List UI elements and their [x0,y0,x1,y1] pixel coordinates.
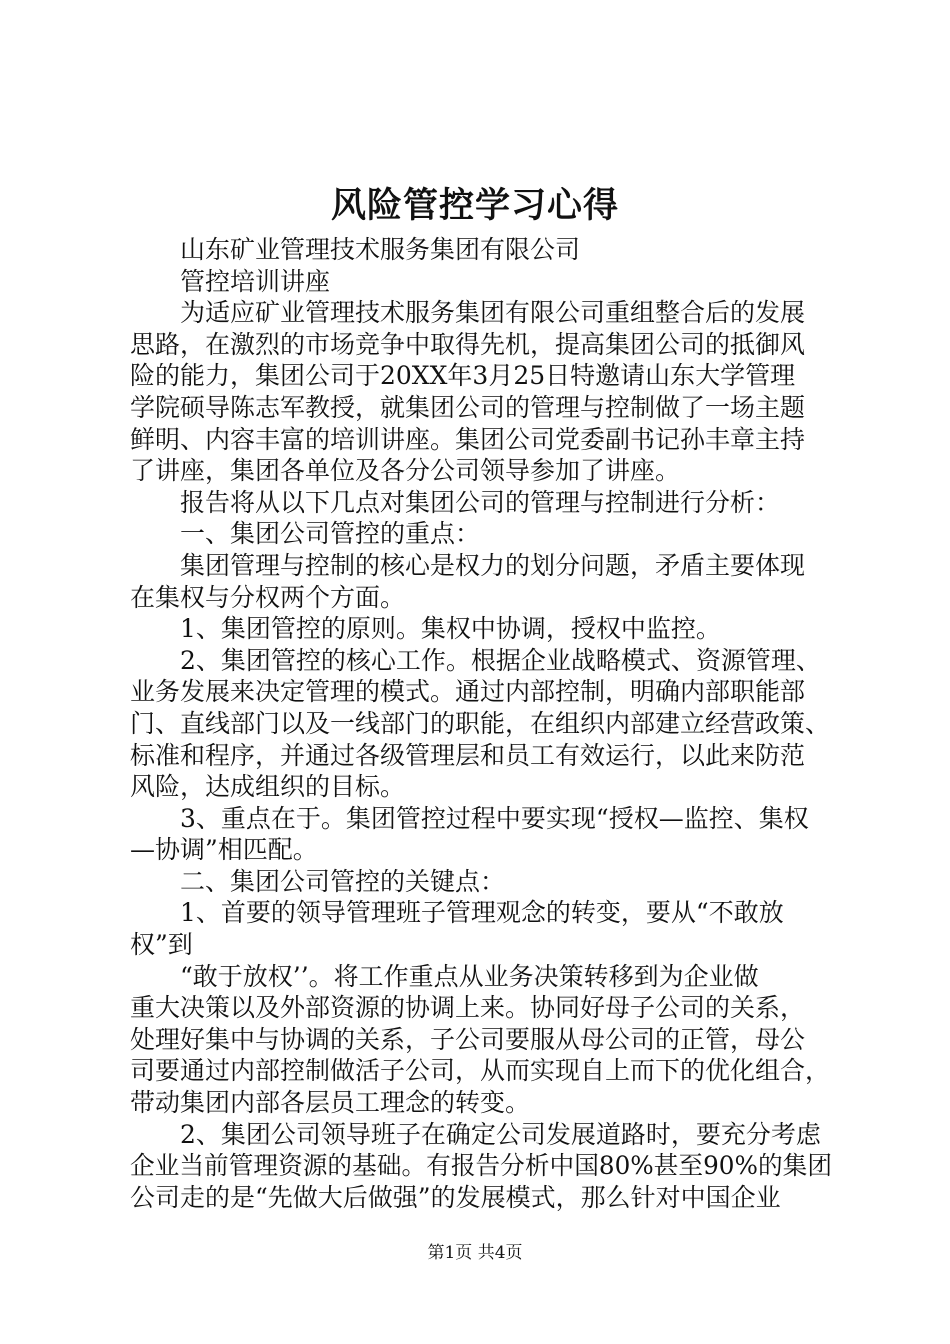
text-line: 报告将从以下几点对集团公司的管理与控制进行分析： [180,487,781,517]
text-line: 学院硕导陈志军教授，就集团公司的管理与控制做了一场主题 [130,392,806,422]
text-line: 思路，在激烈的市场竞争中取得先机，提高集团公司的抵御风 [130,329,806,359]
text-line: 1、首要的领导管理班子管理观念的转变，要从“不敢放 [180,898,784,928]
text-line: 在集权与分权两个方面。 [130,582,406,612]
text-line: 企业当前管理资源的基础。有报告分析中国80%甚至90%的集团 [130,1151,832,1181]
text-line: 了讲座，集团各单位及各分公司领导参加了讲座。 [130,456,681,486]
text-line: —协调”相匹配。 [130,835,318,865]
text-line: 标准和程序，并通过各级管理层和员工有效运行，以此来防范 [130,740,806,770]
text-line: 1、集团管控的原则。集权中协调，授权中监控。 [180,614,721,644]
text-line: 管控培训讲座 [180,266,331,296]
text-line: 鲜明、内容丰富的培训讲座。集团公司党委副书记孙丰章主持 [130,424,806,454]
text-line: 2、集团公司领导班子在确定公司发展道路时，要充分考虑 [180,1119,821,1149]
text-line: 为适应矿业管理技术服务集团有限公司重组整合后的发展 [180,298,806,328]
text-line: 风险，达成组织的目标。 [130,772,406,802]
text-line: 二、集团公司管控的关键点： [180,866,506,896]
text-line: 处理好集中与协调的关系，子公司要服从母公司的正管，母公 [130,1024,806,1054]
document-title: 风险管控学习心得 [330,185,619,226]
text-line: 门、直线部门以及一线部门的职能，在组织内部建立经营政策、 [130,708,831,738]
text-line: 集团管理与控制的核心是权力的划分问题，矛盾主要体现 [180,550,806,580]
text-line: 一、集团公司管控的重点： [180,519,481,549]
text-line: 险的能力，集团公司于20XX年3月25日特邀请山东大学管理 [130,361,796,391]
text-line: 重大决策以及外部资源的协调上来。协同好母子公司的关系， [130,993,806,1023]
text-line: 司要通过内部控制做活子公司，从而实现自上而下的优化组合， [130,1056,831,1086]
text-line: 带动集团内部各层员工理念的转变。 [130,1088,531,1118]
text-line: 3、重点在于。集团管控过程中要实现“授权—监控、集权 [180,803,809,833]
page-footer: 第1页 共4页 [427,1243,523,1263]
text-line: 业务发展来决定管理的模式。通过内部控制，明确内部职能部 [130,677,806,707]
text-line: “敢于放权’’。将工作重点从业务决策转移到为企业做 [180,961,759,991]
text-line: 山东矿业管理技术服务集团有限公司 [180,235,581,264]
text-line: 公司走的是“先做大后做强”的发展模式，那么针对中国企业 [130,1182,781,1212]
document-body [130,234,832,1213]
text-line: 2、集团管控的核心工作。根据企业战略模式、资源管理、 [180,645,821,675]
text-line: 权”到 [130,930,193,960]
